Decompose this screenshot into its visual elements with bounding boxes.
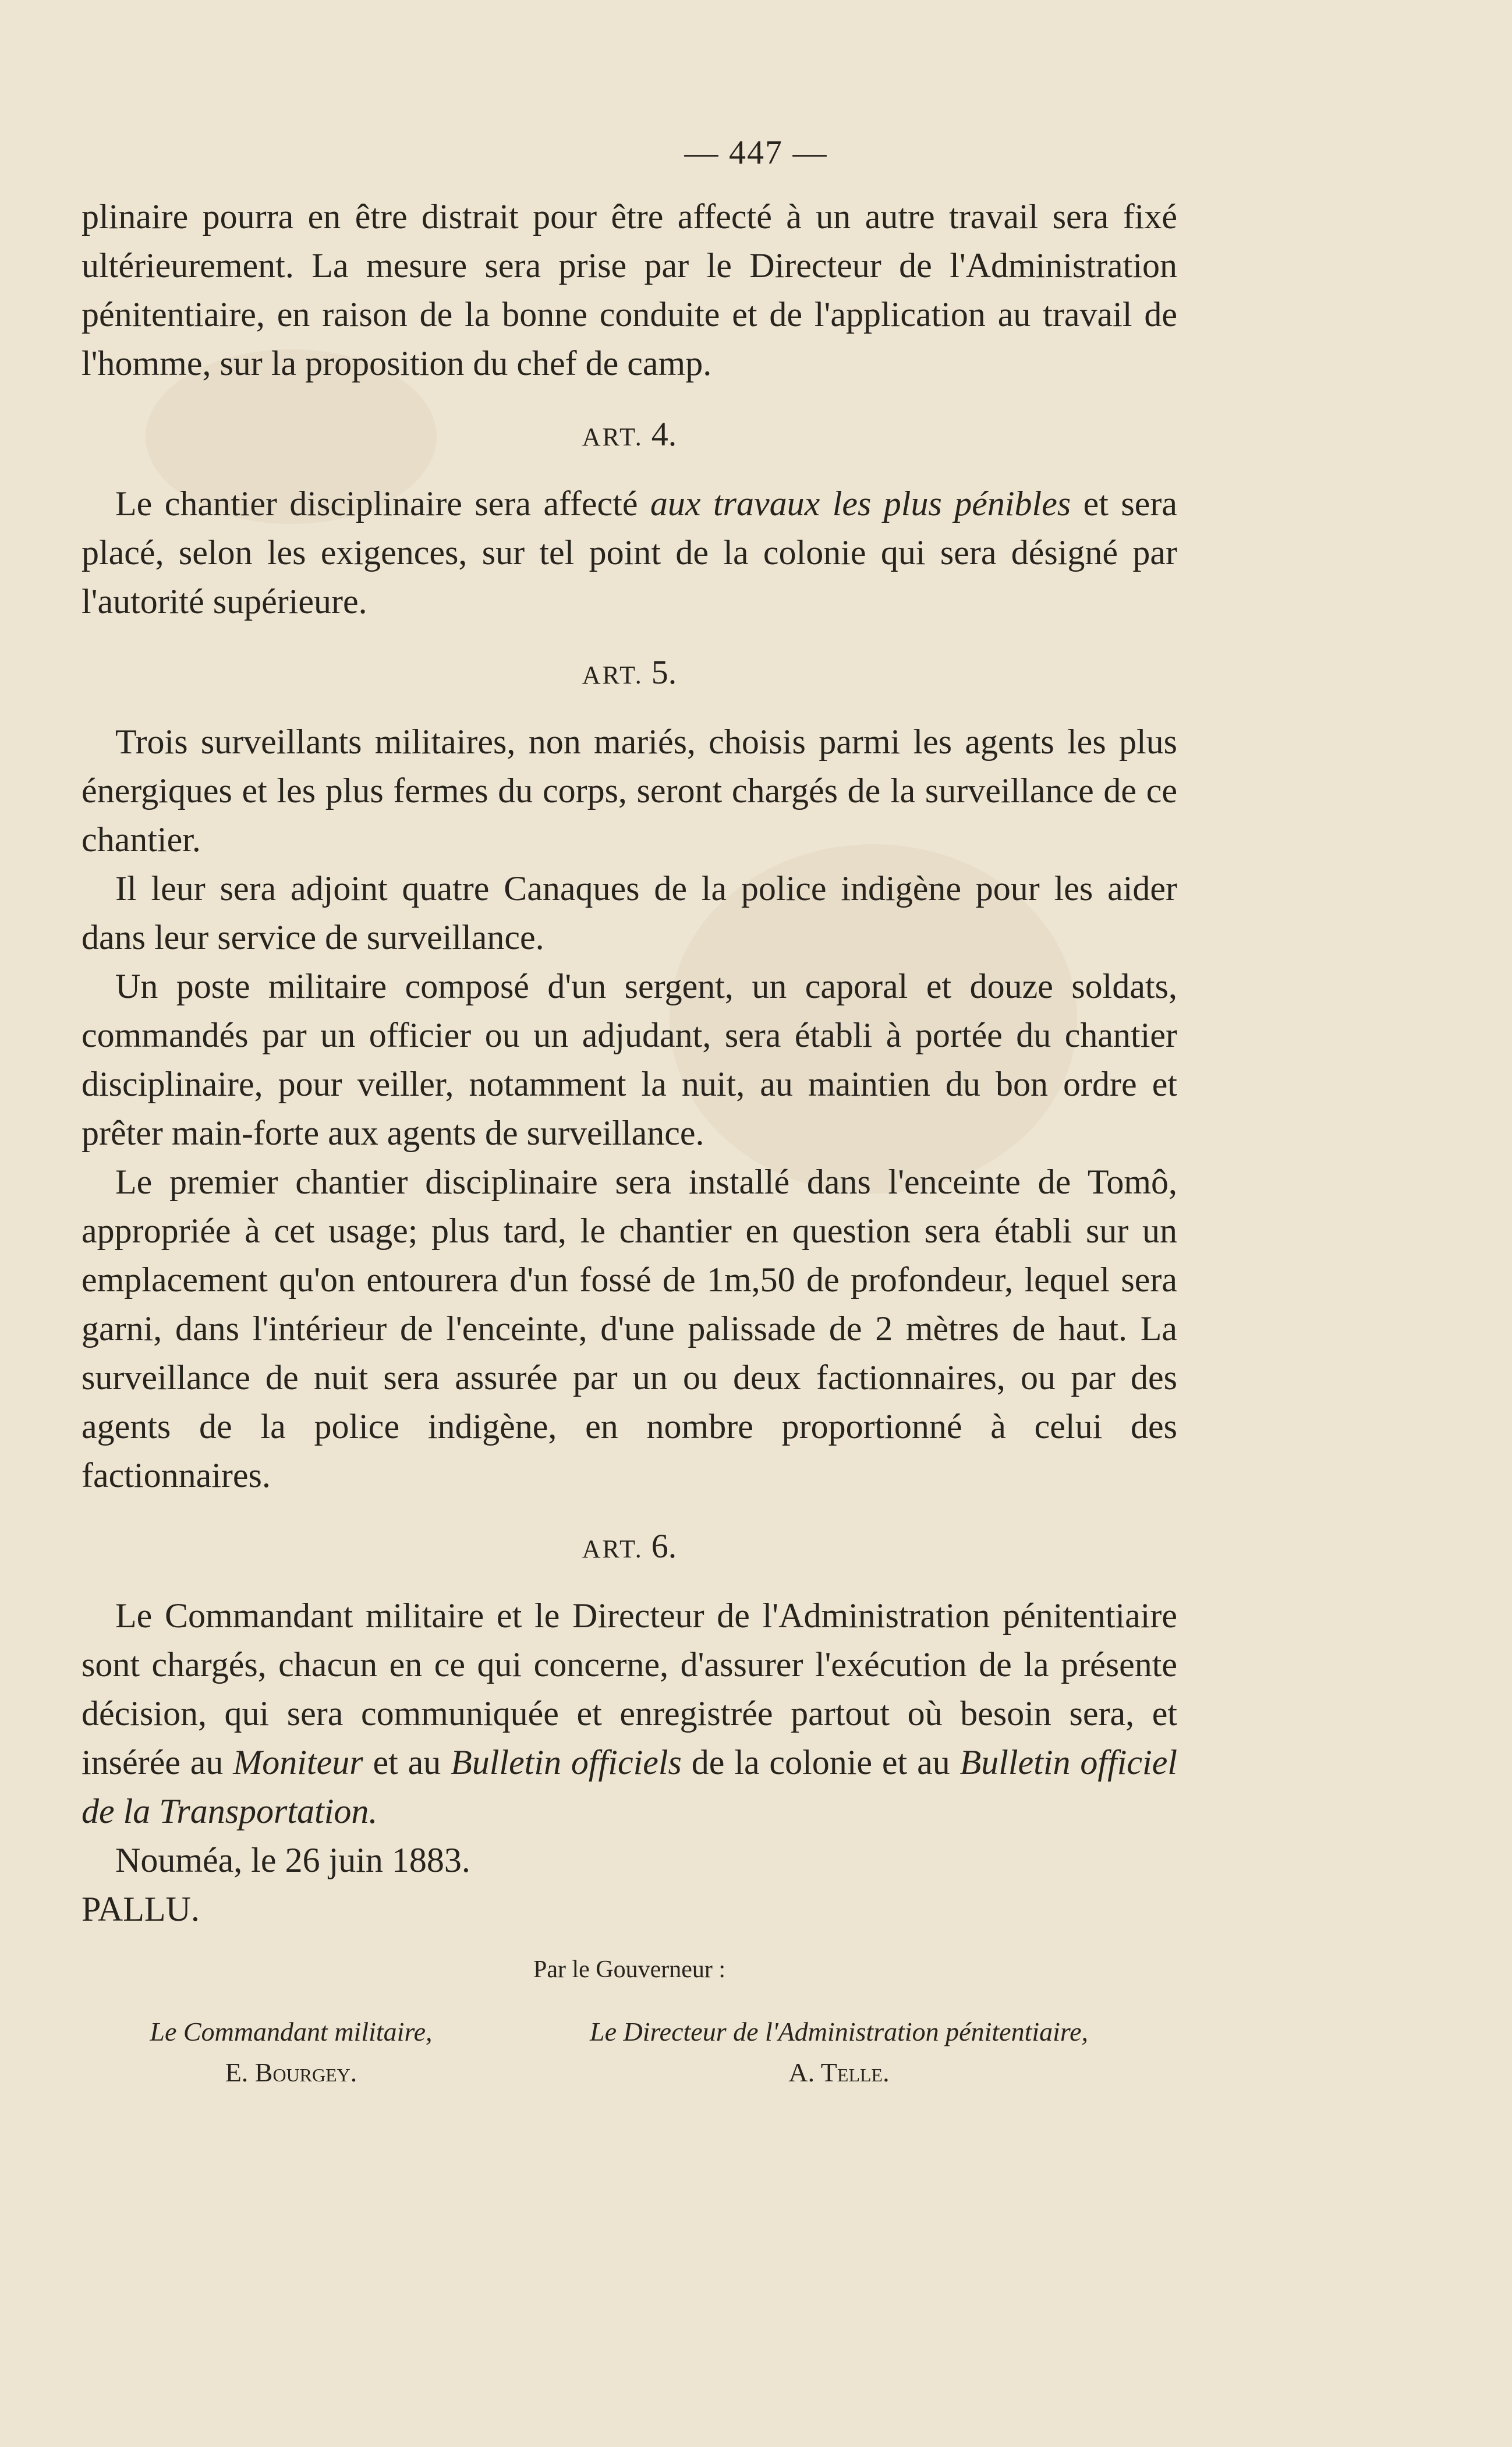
par-le-gouverneur: Par le Gouverneur : [533, 1956, 726, 1983]
article-5-paragraph-1: Trois surveillants militaires, non mariés, choisis parmi les agents les plus énergiques et les plus fermes du corps, seront chargés de la surveillance de ce chantier. [82, 723, 1177, 859]
right-name: A. Telle. [788, 2058, 890, 2087]
governor-signature: PALLU. [82, 1890, 200, 1928]
body-text [82, 192, 1177, 2093]
article-5-paragraph-4: Le premier chantier disciplinaire sera installé dans l'enceinte de Tomô, appropriée à cet usage; plus tard, le chantier en question sera établi sur un emplacement qu'on entourera d'un fossé de 1m,50 de profondeur, lequel sera garni, dans l'intérieur de l'enceinte, d'une palissade de 2 mètres de haut. La surveillance de nuit sera assurée par un ou deux factionnaires, ou par des agents de la police indigène, en nombre proportionné à celui des factionnaires. [82, 1163, 1177, 1495]
place-date: Nouméa, le 26 juin 1883. [115, 1841, 470, 1879]
left-name: E. Bourgey. [225, 2058, 357, 2087]
article-5-heading: ART. 5. [582, 653, 677, 691]
signature-left [82, 2012, 501, 2093]
left-title: Le Commandant militaire, [150, 2017, 433, 2046]
article-4-paragraph: Le chantier disciplinaire sera affecté aux travaux les plus pénibles et sera placé, selon les exigences, sur tel point de la colonie qui sera désigné par l'autorité supérieure. [82, 484, 1177, 621]
article-4-heading: ART. 4. [582, 415, 677, 453]
right-title: Le Directeur de l'Administration pénitentiaire, [589, 2017, 1089, 2046]
intro-paragraph: plinaire pourra en être distrait pour être affecté à un autre travail sera fixé ultérieurement. La mesure sera prise par le Directeur de l'Administration pénitentiaire, en raison de la bonne conduite et de l'application au travail de l'homme, sur la proposition du chef de camp. [82, 197, 1177, 383]
article-6-heading: ART. 6. [582, 1527, 677, 1565]
signature-right [501, 2012, 1177, 2093]
signatures [82, 2012, 1177, 2093]
article-6-paragraph: Le Commandant militaire et le Directeur de l'Administration pénitentiaire sont chargés, chacun en ce qui concerne, d'assurer l'exécution de la présente décision, qui sera communiquée et enregistrée partout où besoin sera, et insérée au Moniteur et au Bulletin officiels de la colonie et au Bulletin officiel de la Transportation. [82, 1596, 1178, 1830]
article-5-paragraph-2: Il leur sera adjoint quatre Canaques de la police indigène pour les aider dans leur service de surveillance. [82, 869, 1177, 957]
article-5-paragraph-3: Un poste militaire composé d'un sergent, un caporal et douze soldats, commandés par un officier ou un adjudant, sera établi à portée du chantier disciplinaire, pour veiller, notamment la nuit, au maintien du bon ordre et prêter main-forte aux agents de surveillance. [82, 967, 1177, 1152]
page-number: — 447 — [684, 133, 828, 171]
